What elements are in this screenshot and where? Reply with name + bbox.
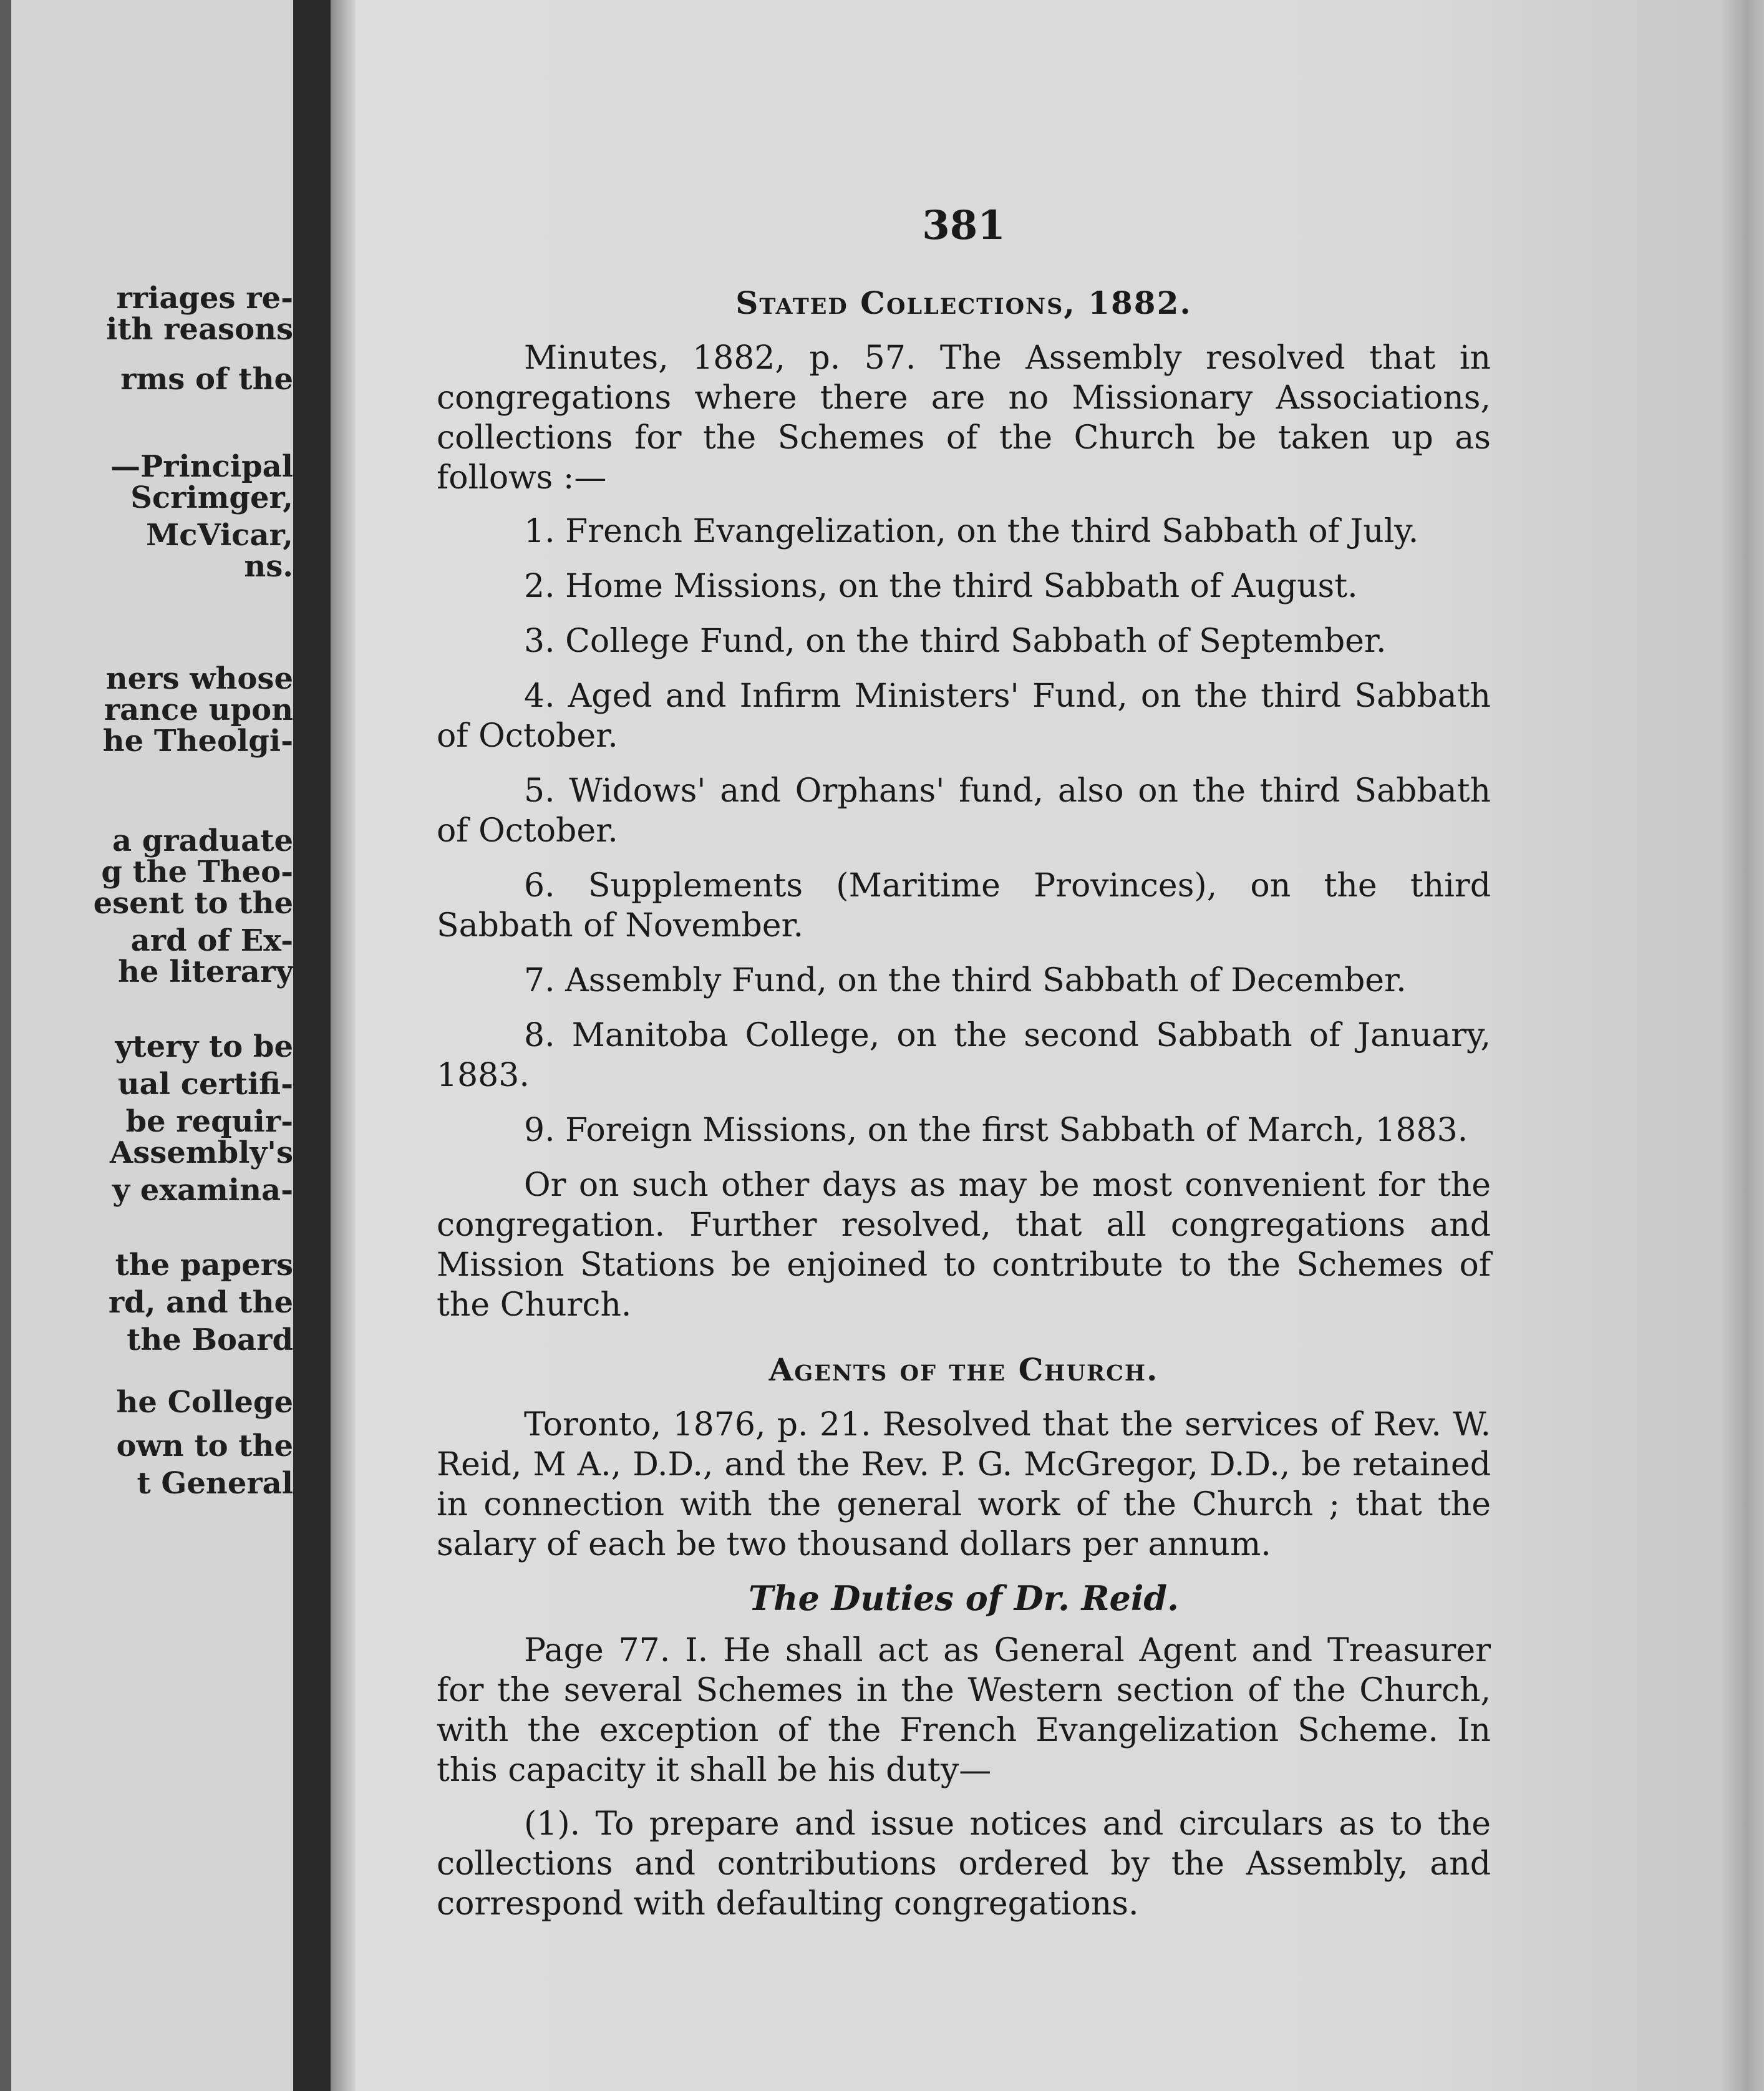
list-item: 2. Home Missions, on the third Sabbath of August. [524,568,1358,605]
stated-collections-intro: Minutes, 1882, p. 57. The Assembly resolved that in congregations where there are no Missionary Associations, collections for the Schemes of the Church be taken up as follows :— [437,339,1491,497]
facing-page-text-fragment: —Principal [110,449,293,484]
duties-paragraph: Page 77. I. He shall act as General Agent and Treasurer for the several Schemes in the Western section of the Church, with the exception of the French Evangelization Scheme. In this capacity it shall be his duty— [437,1632,1491,1789]
facing-page-text-fragment: own to the [116,1429,293,1463]
agents-paragraph: Toronto, 1876, p. 21. Resolved that the services of Rev. W. Reid, M A., D.D., and the Rev. P. G. McGregor, D.D., be retained in connection with the general work of the Church ; that the salary of each be two thousand dollars per annum. [437,1406,1491,1563]
list-item: 9. Foreign Missions, on the first Sabbath of March, 1883. [524,1112,1468,1149]
facing-page-text-fragment: ns. [244,549,293,584]
list-item: 5. Widows' and Orphans' fund, also on the third Sabbath of October. [437,772,1491,850]
facing-page-text-fragment: rms of the [120,362,293,397]
facing-page-text-fragment: y examina- [112,1173,293,1208]
page-stack-edge [1720,0,1764,2091]
page-content [437,202,1491,1938]
facing-page-text-fragment: t General [137,1466,293,1501]
facing-page-text-fragment: ith reasons [106,312,293,347]
facing-page-text-fragment: rd, and the [108,1285,293,1320]
right-page [356,0,1764,2091]
list-item: 8. Manitoba College, on the second Sabbath of January, 1883. [437,1017,1491,1094]
facing-page-text-fragment: rriages re- [116,281,293,316]
facing-page-text-fragment: he College [116,1385,293,1420]
facing-page-text-fragment: ytery to be [115,1029,293,1064]
facing-page-text-fragment: he Theolgi- [102,724,293,759]
stated-collections-heading: Stated Collections, 1882. [735,284,1192,321]
facing-page-text-fragment: ard of Ex- [130,923,293,958]
facing-page-text-fragment: be requir- [125,1104,293,1139]
duties-heading: The Duties of Dr. Reid. [749,1578,1179,1618]
list-item: 3. College Fund, on the third Sabbath of September. [524,623,1387,660]
agents-heading: Agents of the Church. [768,1351,1159,1388]
facing-page-text-fragment: esent to the [93,886,293,921]
page-number: 381 [922,202,1006,249]
list-item: 4. Aged and Infirm Ministers' Fund, on the third Sabbath of October. [437,677,1491,755]
facing-page-text-fragment: McVicar, [146,518,293,553]
facing-page-fragment [0,0,293,2091]
list-item: 7. Assembly Fund, on the third Sabbath of December. [524,962,1407,999]
list-item: 6. Supplements (Maritime Provinces), on the third Sabbath of November. [437,867,1491,944]
facing-page-text-fragment: the Board [127,1322,293,1357]
binding-gutter [293,0,331,2091]
facing-page-text-fragment: Assembly's [109,1135,293,1170]
gutter-shadow [331,0,356,2091]
stated-collections-closing: Or on such other days as may be most convenient for the congregation. Further resolved, that all congregations and Mission Stations be enjoined to contribute to the Schemes of the Church. [437,1167,1491,1324]
facing-page-text-fragment: ual certifi- [117,1067,293,1102]
facing-page-text-fragment: rance upon [104,692,293,727]
facing-page-text-fragment: the papers [115,1248,293,1283]
facing-page-text-fragment: a graduate [112,823,293,858]
list-item: 1. French Evangelization, on the third Sabbath of July. [524,513,1419,550]
facing-page-text-fragment: ners whose [105,661,293,696]
facing-page-text-fragment: Scrimger, [130,480,293,515]
facing-page-text-fragment: he literary [118,954,293,989]
duties-item-1: (1). To prepare and issue notices and circulars as to the collections and contributions ordered by the Assembly, and correspond with defaulting congregations. [437,1805,1491,1923]
facing-page-text-fragment: g the Theo- [101,855,293,890]
collections-list [437,512,1491,1150]
